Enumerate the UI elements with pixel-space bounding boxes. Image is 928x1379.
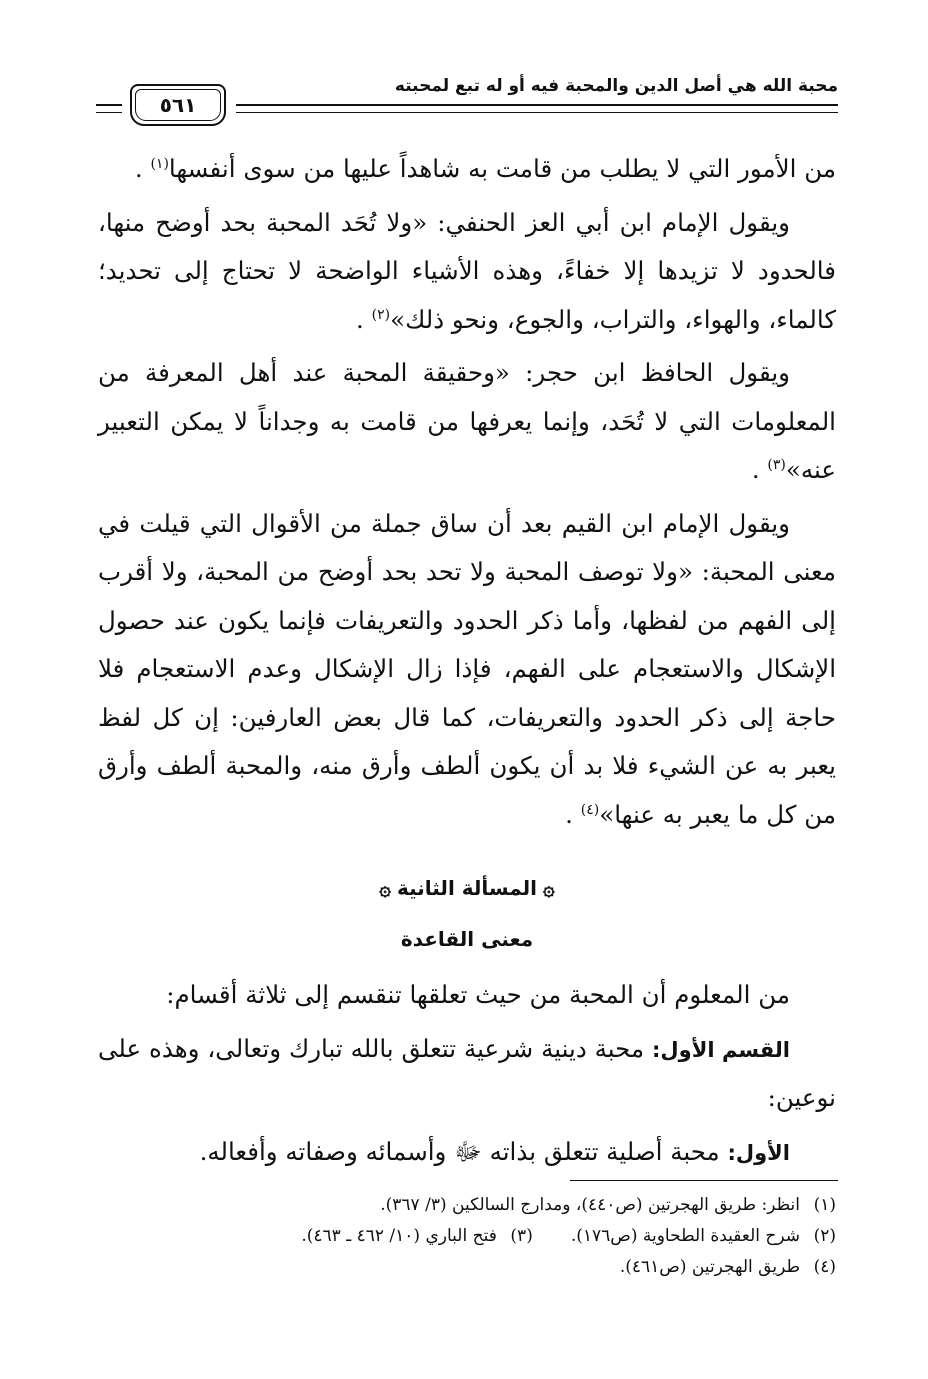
footnote-1-number: (١) (813, 1195, 836, 1215)
paragraph-1: من الأمور التي لا يطلب من قامت به شاهداً عليها من سوى أنفسها$^{(١)}$ . (134, 154, 836, 183)
footnote-4-text: طريق الهجرتين (ص٤٦١). (619, 1257, 800, 1277)
section-subheading: معنى القاعدة (400, 927, 534, 951)
ornament-right-icon: ۞ (543, 876, 555, 900)
intro-paragraph: من المعلوم أن المحبة من حيث تعلقها تنقسم إلى ثلاثة أقسام: (166, 980, 790, 1009)
header-rule-left (96, 104, 122, 113)
section-heading (98, 865, 836, 911)
part-1-paragraph (98, 1025, 836, 1123)
page-number: ٥٦١ (130, 84, 226, 126)
paragraph-4-text: ويقول الإمام ابن القيم بعد أن ساق جملة من الأقوال التي قيلت في معنى المحبة: «ولا توصف المحبة ولا تحد بحد أوضح من المحبة، ولا أقرب إلى الفهم من لفظها، وأما ذكر الحدود والتعريفات فإنما يكون عند حصول الإشكال والاستعجام على الفهم، فإذا زال الإشكال وعدم الاستعجام فلا حاجة إلى ذكر الحدود والتعريفات، كما قال بعض العارفين: إن كل لفظ يعبر به عن الشيء فلا بد أن يكون ألطف وأرق منه، والمحبة ألطف وأرق من كل ما يعبر به عنها» (98, 508, 836, 829)
paragraph-1-text: من الأمور التي لا يطلب من قامت به شاهداً عليها من سوى أنفسها (168, 154, 836, 183)
footnote-1 (98, 1190, 836, 1221)
header-rule-right (236, 104, 838, 113)
footnotes (98, 1190, 836, 1283)
footnote-separator (570, 1180, 838, 1181)
running-header (96, 70, 838, 132)
footnote-4-number: (٤) (813, 1257, 836, 1277)
first-type-paragraph (98, 1128, 836, 1178)
ornament-left-icon: ۞ (379, 876, 391, 900)
paragraph-2-text: ويقول الإمام ابن أبي العز الحنفي: «ولا تُحَد المحبة بحد أوضح منها، فالحدود لا تزيدها إلا خفاءً، وهذه الأشياء الواضحة لا تحتاج إلى تحديد؛ كالماء، والهواء، والتراب، والجوع، ونحو ذلك» (98, 207, 836, 334)
footnote-3-number: (٣) (510, 1226, 533, 1246)
footnote-ref-4: (٤) (580, 801, 600, 818)
section-heading-text: المسألة الثانية (396, 876, 538, 900)
footnote-ref-2: (٢) (371, 306, 391, 323)
first-type-text: محبة أصلية تتعلق بذاته ﷻ وأسمائه وصفاته وأفعاله. (199, 1136, 720, 1166)
footnote-ref-1: (١) (150, 155, 169, 172)
footnote-2-number: (٢) (813, 1226, 836, 1246)
footnote-1-text: انظر: طريق الهجرتين (ص٤٤٠)، ومدارج السالكين (٣/ ٣٦٧). (380, 1195, 800, 1215)
paragraph-2: ويقول الإمام ابن أبي العز الحنفي: «ولا تُحَد المحبة بحد أوضح منها، فالحدود لا تزيدها إلا خفاءً، وهذه الأشياء الواضحة لا تحتاج إلى تحديد؛ كالماء، والهواء، والتراب، والجوع، ونحو ذلك»$^{(٢)}$ . (98, 207, 836, 334)
part-1-text: محبة دينية شرعية تتعلق بالله تبارك وتعالى، وهذه على نوعين: (98, 1033, 836, 1112)
paragraph-3-text: ويقول الحافظ ابن حجر: «وحقيقة المحبة عند أهل المعرفة من المعلومات التي لا تُحَد، وإنما يعرفها من قامت به وجداناً لا يمكن التعبير عنه» (98, 358, 836, 484)
footnote-ref-3: (٣) (767, 456, 786, 473)
first-type-label: الأول: (727, 1140, 790, 1165)
footnote-4 (98, 1252, 836, 1283)
paragraph-4: ويقول الإمام ابن القيم بعد أن ساق جملة من الأقوال التي قيلت في معنى المحبة: «ولا توصف المحبة ولا تحد بحد أوضح من المحبة، ولا أقرب إلى الفهم من لفظها، وأما ذكر الحدود والتعريفات فإنما يكون عند حصول الإشكال والاستعجام على الفهم، فإذا زال الإشكال وعدم الاستعجام فلا حاجة إلى ذكر الحدود والتعريفات، كما قال بعض العارفين: إن كل لفظ يعبر به عن الشيء فلا بد أن يكون ألطف وأرق منه، والمحبة ألطف وأرق من كل ما يعبر به عنها»$^{(٤)}$ . (98, 508, 836, 829)
footnote-3-text: فتح الباري (١٠/ ٤٦٢ ـ ٤٦٣). (301, 1226, 497, 1246)
footnote-2-text: شرح العقيدة الطحاوية (ص١٧٦). (570, 1226, 800, 1246)
part-1-label: القسم الأول: (652, 1037, 790, 1062)
header-title: محبة الله هي أصل الدين والمحبة فيه أو له تبع لمحبته (394, 76, 838, 96)
paragraph-3: ويقول الحافظ ابن حجر: «وحقيقة المحبة عند أهل المعرفة من المعلومات التي لا تُحَد، وإنما يعرفها من قامت به وجداناً لا يمكن التعبير عنه»$^{(٣)}$ . (98, 358, 836, 484)
main-text (98, 145, 836, 1177)
footnote-2-3 (98, 1221, 836, 1252)
